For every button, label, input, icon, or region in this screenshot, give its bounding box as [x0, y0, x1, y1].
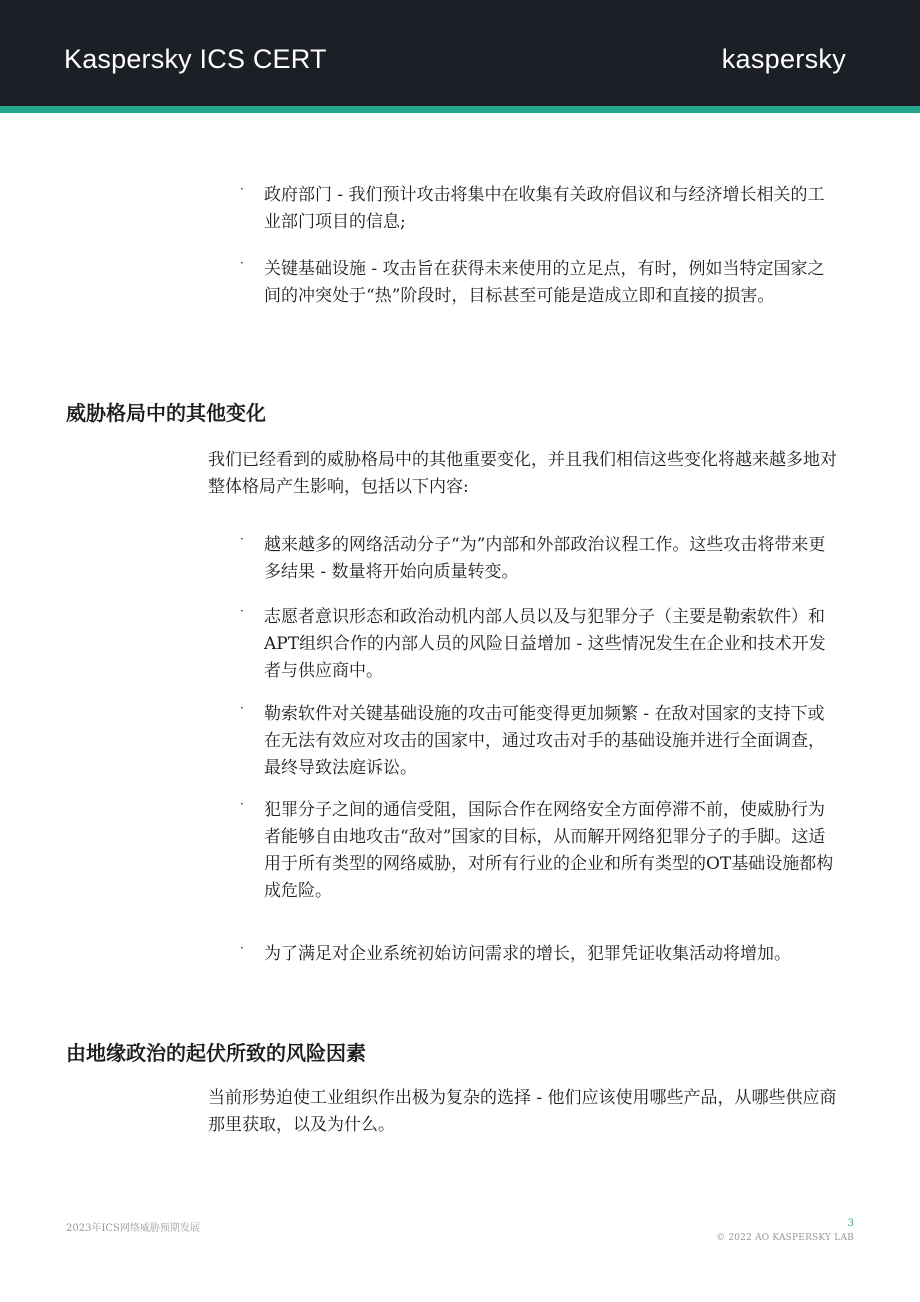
list-item [240, 797, 840, 905]
section-heading: 由地缘政治的起伏所致的风险因素 [66, 1041, 366, 1065]
footer-report-title: 2023年ICS网络威胁预期发展 [66, 1223, 200, 1234]
list-item [240, 941, 840, 968]
bullet-icon: · [240, 532, 244, 546]
section-intro: 我们已经看到的威胁格局中的其他重要变化，并且我们相信这些变化将越来越多地对整体格局产生影响，包括以下内容: [208, 450, 837, 497]
bullet-icon: · [240, 256, 244, 270]
list-item-text: 关键基础设施 - 攻击旨在获得未来使用的立足点，有时，例如当特定国家之间的冲突处于“热”阶段时，目标甚至可能是造成立即和直接的损害。 [264, 259, 825, 306]
list-item-text: 勒索软件对关键基础设施的攻击可能变得更加频繁 - 在敌对国家的支持下或在无法有效应对攻击的国家中，通过攻击对手的基础设施并进行全面调查，最终导致法庭诉讼。 [264, 704, 825, 778]
section-heading: 威胁格局中的其他变化 [66, 401, 266, 425]
list-item [240, 182, 840, 236]
list-item [240, 256, 840, 310]
page-number: 3 [847, 1218, 854, 1229]
kaspersky-logo: kaspersky [721, 44, 846, 74]
footer-copyright: © 2022 AO KASPERSKY LAB [716, 1233, 854, 1243]
bullet-icon: · [240, 701, 244, 715]
list-item-text: 越来越多的网络活动分子“为”内部和外部政治议程工作。这些攻击将带来更多结果 - 数量将开始向质量转变。 [264, 535, 826, 582]
bullet-icon: · [240, 604, 244, 618]
bullet-icon: · [240, 182, 244, 196]
list-item [240, 604, 840, 685]
list-item [240, 701, 840, 782]
bullet-icon: · [240, 941, 244, 955]
list-item-text: 志愿者意识形态和政治动机内部人员以及与犯罪分子（主要是勒索软件）和APT组织合作的内部人员的风险日益增加 - 这些情况发生在企业和技术开发者与供应商中。 [264, 607, 826, 681]
list-item-text: 政府部门 - 我们预计攻击将集中在收集有关政府倡议和与经济增长相关的工业部门项目的信息; [264, 185, 825, 232]
header-accent-stripe [0, 106, 920, 113]
section-intro: 当前形势迫使工业组织作出极为复杂的选择 - 他们应该使用哪些产品，从哪些供应商那里获取，以及为什么。 [208, 1088, 837, 1135]
list-item-text: 犯罪分子之间的通信受阻，国际合作在网络安全方面停滞不前，使威胁行为者能够自由地攻击“敌对”国家的目标，从而解开网络犯罪分子的手脚。这适用于所有类型的网络威胁，对所有行业的企业和所有类型的OT基础设施都构成危险。 [264, 800, 834, 901]
page-header [0, 0, 920, 106]
list-item [240, 532, 840, 586]
report-brand-title: Kaspersky ICS CERT [64, 44, 327, 74]
bullet-icon: · [240, 797, 244, 811]
list-item-text: 为了满足对企业系统初始访问需求的增长，犯罪凭证收集活动将增加。 [264, 944, 791, 964]
